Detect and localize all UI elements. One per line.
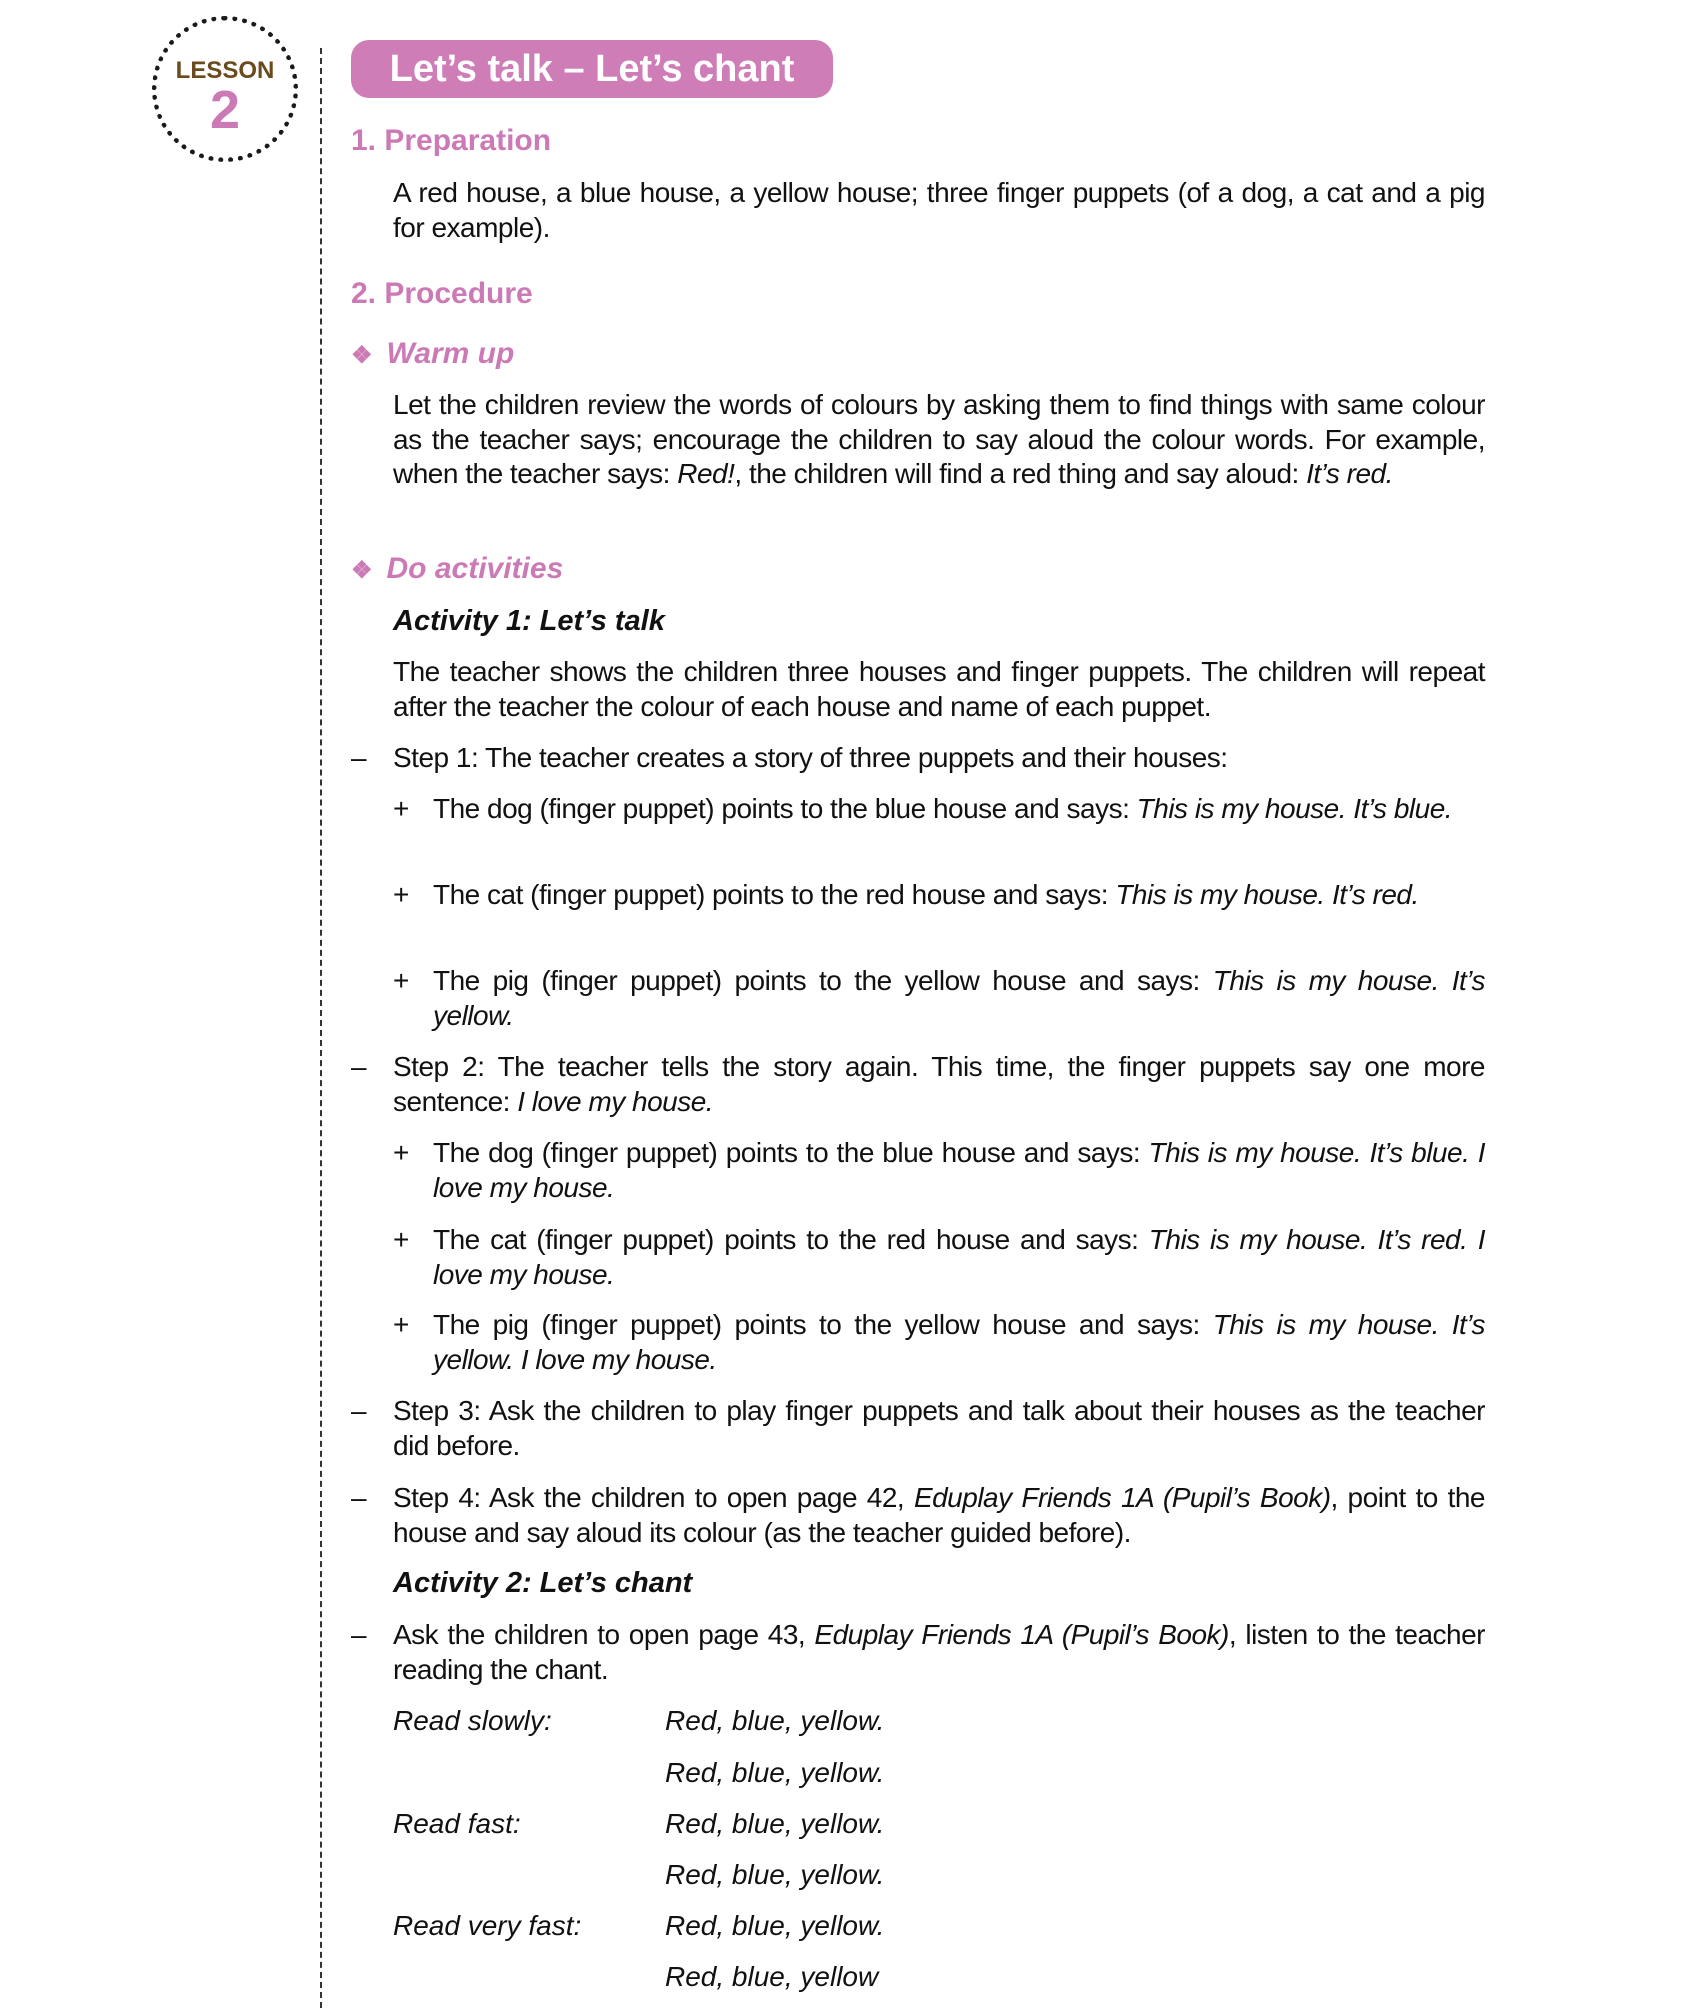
chant-line: Red, blue, yellow. xyxy=(665,1757,885,1788)
chant-label: Read very fast: xyxy=(393,1910,582,1941)
text-segment: The dog (finger puppet) points to the blue house and says: xyxy=(433,1137,1149,1168)
chant-line: Red, blue, yellow. xyxy=(665,1808,885,1839)
plus-bullet: + xyxy=(393,1224,410,1255)
step4-text xyxy=(393,1481,1485,1550)
step2-item xyxy=(433,1223,1485,1292)
text-segment: Let the children review the words of colours by asking them to find things with same colour as the teacher says; encourage the children to say aloud the colour words. For example, when the teacher says: xyxy=(393,389,1485,489)
text-segment: , the children will find a red thing and say aloud: xyxy=(734,458,1307,489)
step1-item xyxy=(433,878,1485,913)
italic-text: This is my house. It’s blue. xyxy=(1136,793,1453,824)
warm-up-text xyxy=(393,388,1485,492)
dash-bullet: – xyxy=(351,742,367,773)
preparation-text: A red house, a blue house, a yellow house; three finger puppets (of a dog, a cat and a pig for example). xyxy=(393,177,1485,243)
step1-item xyxy=(433,964,1485,1033)
activity2-title: Activity 2: Let’s chant xyxy=(393,1567,693,1599)
page-title: Let’s talk – Let’s chant xyxy=(351,40,833,98)
text-segment: , listen to the teacher reading the chant. xyxy=(393,1619,1485,1685)
chant-label: Read slowly: xyxy=(393,1705,552,1736)
diamond-bullet-icon: ❖ xyxy=(351,342,373,369)
margin-divider xyxy=(320,48,322,2008)
step2-item xyxy=(433,1136,1485,1205)
step2-item xyxy=(433,1308,1485,1377)
plus-bullet: + xyxy=(393,1309,410,1340)
text-segment: Ask the children to open page 43, xyxy=(393,1619,815,1650)
do-activities-heading xyxy=(351,551,563,589)
plus-bullet: + xyxy=(393,879,410,910)
text-segment: The cat (finger puppet) points to the red house and says: xyxy=(433,879,1116,910)
text-segment: The cat (finger puppet) points to the red house and says: xyxy=(433,1224,1149,1255)
text-segment: The dog (finger puppet) points to the blue house and says: xyxy=(433,793,1137,824)
text-segment: The pig (finger puppet) points to the yellow house and says: xyxy=(433,965,1213,996)
procedure-heading: 2. Procedure xyxy=(351,277,533,310)
italic-text: This is my house. It’s yellow. I love my house. xyxy=(433,1309,1485,1375)
warm-up-label: Warm up xyxy=(386,337,515,370)
do-activities-label: Do activities xyxy=(386,552,564,585)
italic-text: This is my house. It’s yellow. xyxy=(433,965,1485,1031)
plus-bullet: + xyxy=(393,1137,410,1168)
lesson-badge xyxy=(152,16,298,162)
italic-text: This is my house. It’s red. I love my house. xyxy=(433,1224,1485,1290)
italic-text: Eduplay Friends 1A (Pupil’s Book) xyxy=(913,1482,1331,1513)
text-segment: , point to the house and say aloud its colour (as the teacher guided before). xyxy=(393,1482,1485,1548)
plus-bullet: + xyxy=(393,965,410,996)
italic-text: This is my house. It’s red. xyxy=(1115,879,1419,910)
plus-bullet: + xyxy=(393,793,410,824)
chant-line: Red, blue, yellow xyxy=(665,1961,879,1992)
chant-label: Read fast: xyxy=(393,1808,521,1839)
dash-bullet: – xyxy=(351,1482,367,1513)
lesson-label: LESSON xyxy=(175,57,275,84)
dash-bullet: – xyxy=(351,1619,367,1650)
step2-text xyxy=(393,1050,1485,1119)
step3-text: Step 3: Ask the children to play finger puppets and talk about their houses as the teacher did before. xyxy=(393,1395,1485,1461)
lesson-number: 2 xyxy=(209,80,241,140)
activity1-intro: The teacher shows the children three houses and finger puppets. The children will repeat after the teacher the colour of each house and name of each puppet. xyxy=(393,656,1485,722)
text-segment: Step 2: The teacher tells the story again. This time, the finger puppets say one more sentence: xyxy=(393,1051,1485,1117)
italic-text: It’s red. xyxy=(1306,458,1393,489)
text-segment: The pig (finger puppet) points to the yellow house and says: xyxy=(433,1309,1213,1340)
step1-text: Step 1: The teacher creates a story of three puppets and their houses: xyxy=(393,742,1228,773)
activity1-title: Activity 1: Let’s talk xyxy=(393,605,665,637)
italic-text: I love my house. xyxy=(517,1085,714,1117)
chant-line: Red, blue, yellow. xyxy=(665,1910,885,1941)
activity2-text xyxy=(393,1618,1485,1687)
dash-bullet: – xyxy=(351,1395,367,1426)
chant-line: Red, blue, yellow. xyxy=(665,1705,885,1736)
dash-bullet: – xyxy=(351,1051,367,1082)
italic-text: Red! xyxy=(677,458,735,489)
diamond-bullet-icon: ❖ xyxy=(351,557,373,584)
italic-text: Eduplay Friends 1A (Pupil’s Book) xyxy=(814,1619,1229,1650)
warm-up-heading xyxy=(351,336,514,374)
step1-item xyxy=(433,792,1485,827)
chant-line: Red, blue, yellow. xyxy=(665,1859,885,1890)
text-segment: Step 4: Ask the children to open page 42, xyxy=(393,1482,914,1513)
italic-text: This is my house. It’s blue. I love my house. xyxy=(433,1137,1485,1203)
preparation-heading: 1. Preparation xyxy=(351,124,552,157)
